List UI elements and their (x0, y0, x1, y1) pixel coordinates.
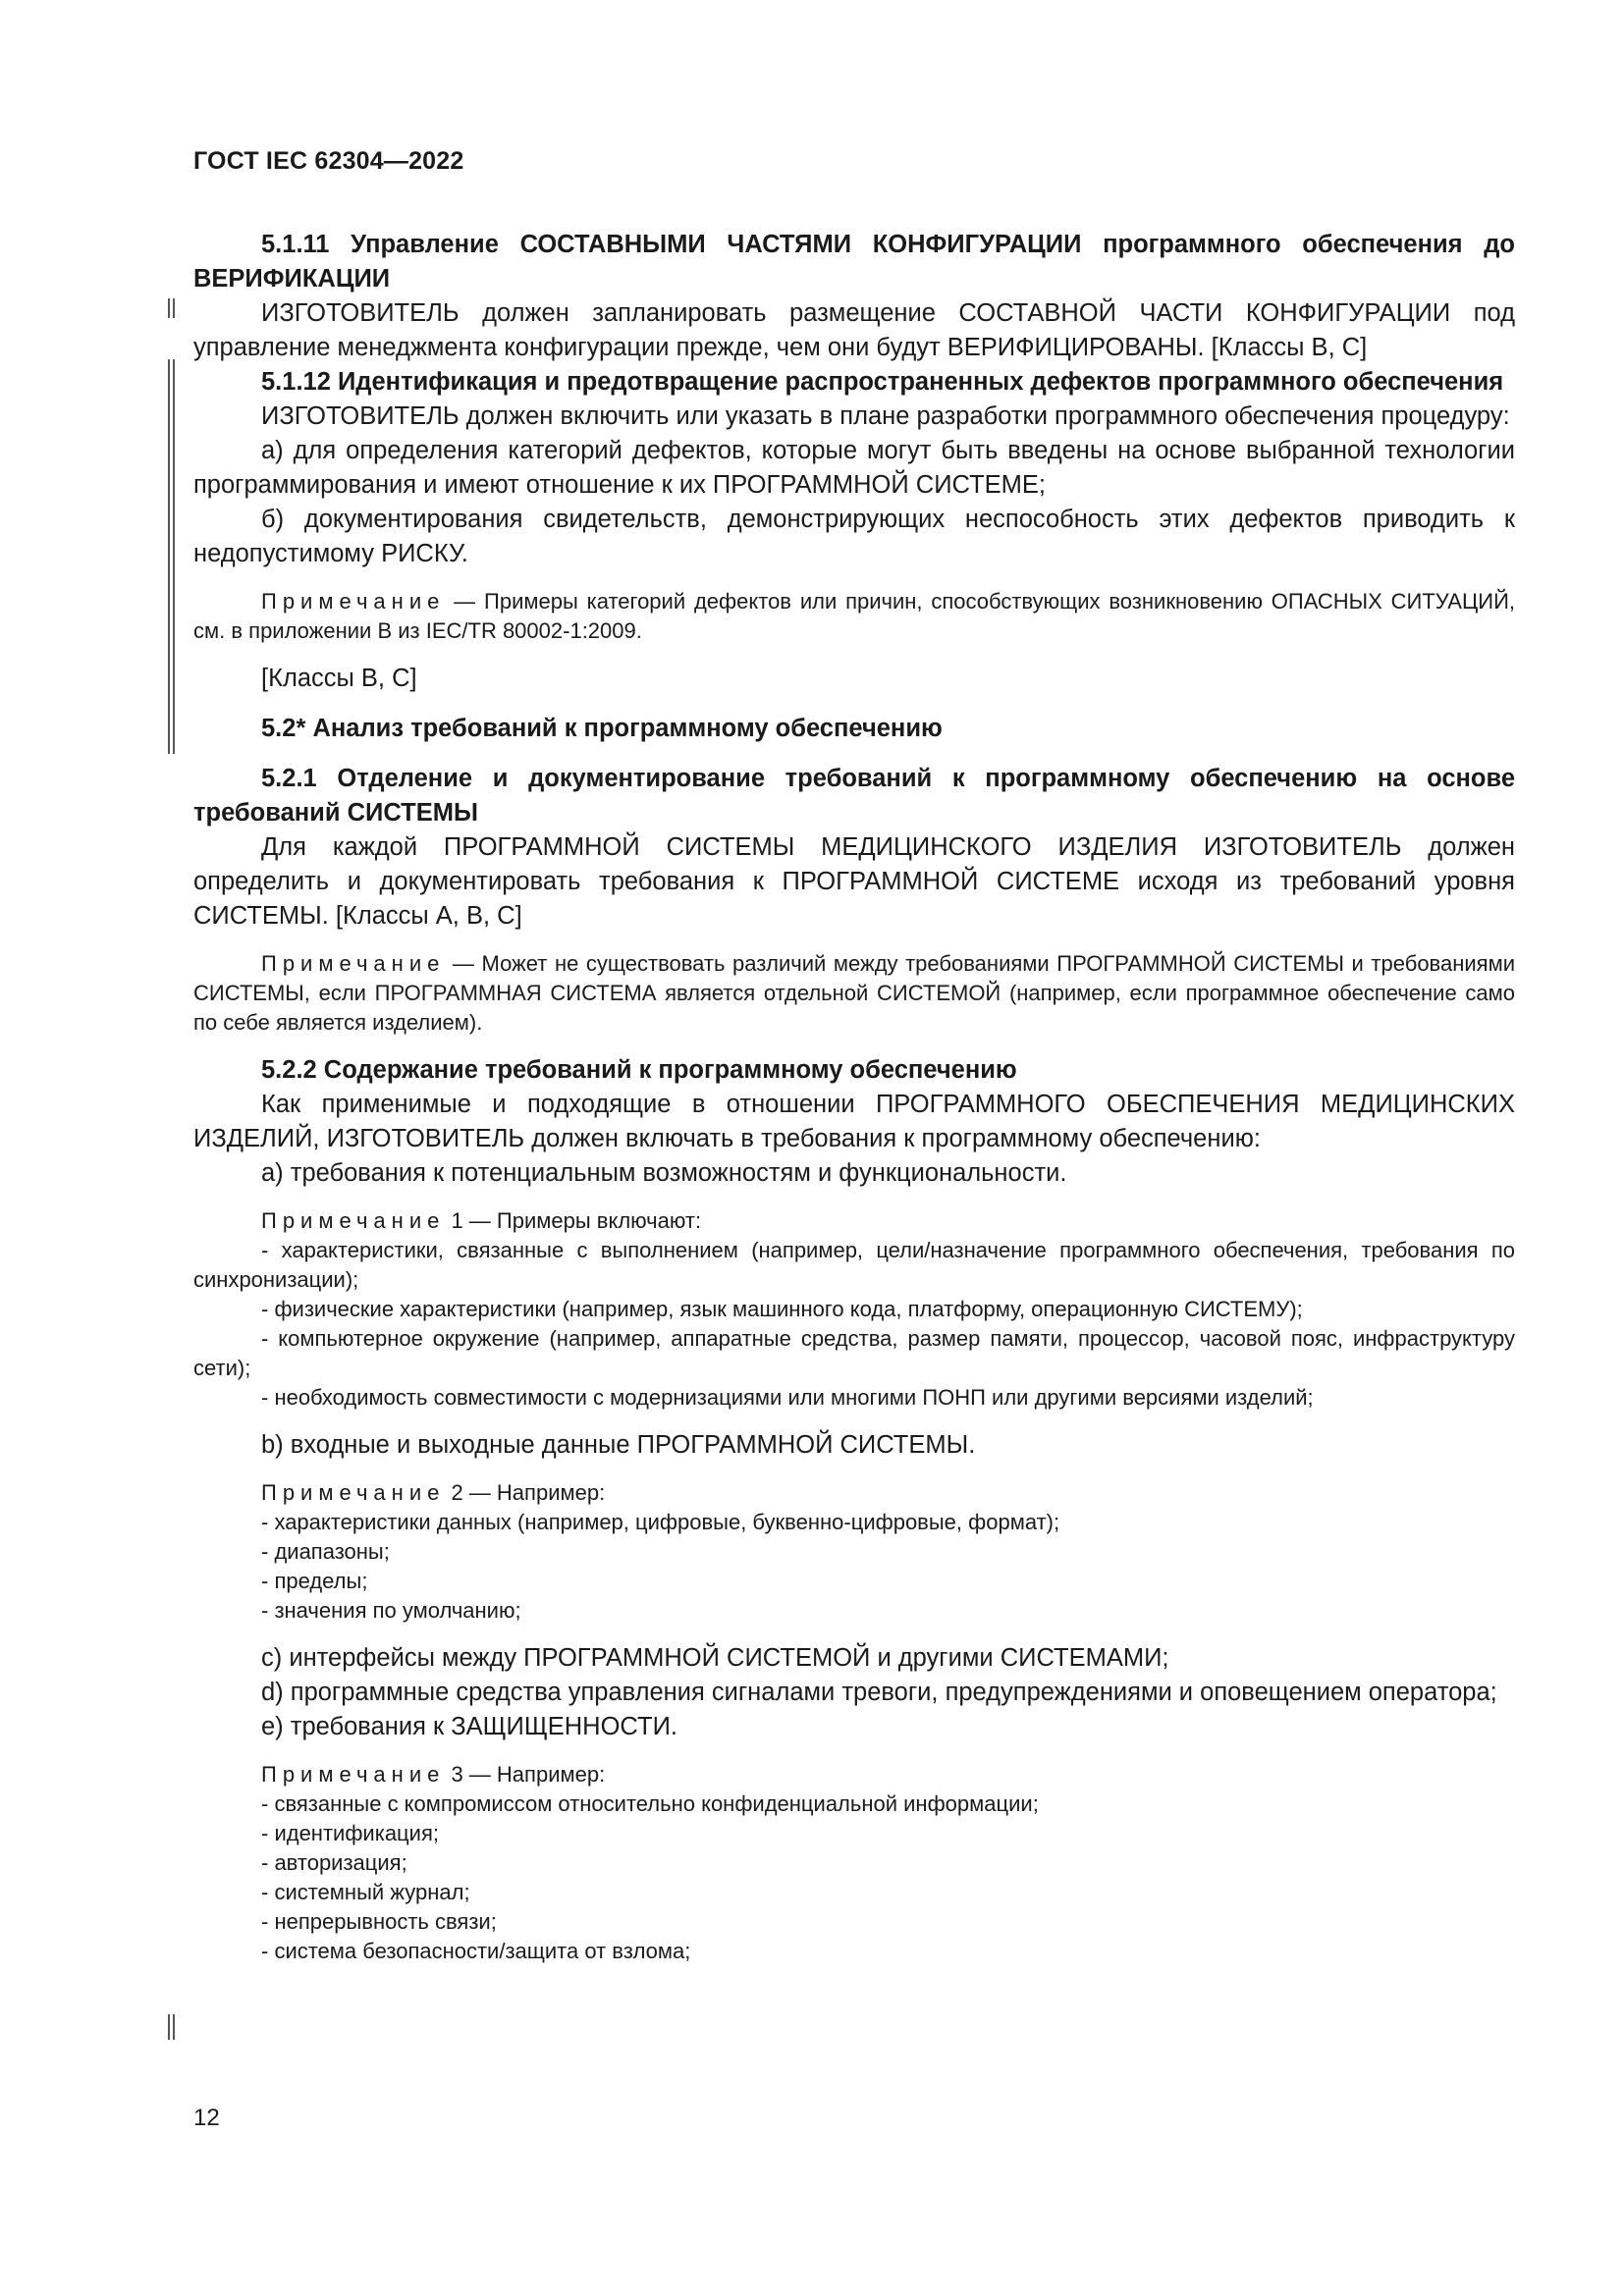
note-3-item: - системный журнал; (261, 1880, 470, 1904)
section-5-2-2-item-e: e) требования к ЗАЩИЩЕННОСТИ. (261, 1713, 677, 1740)
section-5-2-2-item-d: d) программные средства управления сигналами тревоги, предупреждениями и оповещением оператора; (261, 1679, 1497, 1706)
note-text: — Примеры категорий дефектов или причин, способствующих возникновению ОПАСНЫХ СИТУАЦИЙ, см. в приложении В из IEC/TR 80002-1:2009. (193, 589, 1515, 643)
change-bar (168, 359, 175, 754)
note-3-item: - авторизация; (261, 1850, 407, 1875)
section-5-2-2-text: Как применимые и подходящие в отношении ПРОГРАММНОГО ОБЕСПЕЧЕНИЯ МЕДИЦИНСКИХ ИЗДЕЛИЙ, ИЗГОТОВИТЕЛЬ должен включать в требования к программному обеспечению: (193, 1091, 1515, 1152)
section-5-1-12-item-a: а) для определения категорий дефектов, которые могут быть введены на основе выбранной технологии программирования и имеют отношение к их ПРОГРАММНОЙ СИСТЕМЕ; (193, 437, 1515, 499)
section-5-2-2-title: 5.2.2 Содержание требований к программному обеспечению (261, 1056, 1017, 1084)
note-2-head (193, 1478, 1515, 1508)
note-1-head (193, 1206, 1515, 1236)
section-5-2-2-item-c: c) интерфейсы между ПРОГРАММНОЙ СИСТЕМОЙ и другими СИСТЕМАМИ; (261, 1644, 1169, 1672)
section-5-1-12-item-b: б) документирования свидетельств, демонстрирующих неспособность этих дефектов приводить к недопустимому РИСКУ. (193, 506, 1515, 567)
page-number: 12 (193, 2105, 220, 2131)
note-1-item: - характеристики, связанные с выполнением (например, цели/назначение программного обеспечения, требования по синхронизации); (193, 1238, 1515, 1292)
note-2-item: - характеристики данных (например, цифровые, буквенно-цифровые, формат); (261, 1510, 1060, 1534)
change-bar (168, 298, 175, 318)
change-bar (168, 2014, 175, 2040)
note-1-item: - физические характеристики (например, язык машинного кода, платформу, операционную СИСТЕМУ); (261, 1297, 1303, 1321)
section-5-1-11-text: ИЗГОТОВИТЕЛЬ должен запланировать размещение СОСТАВНОЙ ЧАСТИ КОНФИГУРАЦИИ под управление менеджмента конфигурации прежде, чем они будут ВЕРИФИЦИРОВАНЫ. [Классы В, С] (193, 299, 1515, 361)
section-5-1-12-classes: [Классы В, С] (261, 665, 417, 692)
note-3-item: - идентификация; (261, 1821, 439, 1845)
section-5-1-11-title: 5.1.11 Управление СОСТАВНЫМИ ЧАСТЯМИ КОНФИГУРАЦИИ программного обеспечения до ВЕРИФИКАЦИИ (193, 231, 1515, 293)
section-5-2-2-item-a: a) требования к потенциальным возможностям и функциональности. (261, 1159, 1067, 1187)
section-5-2-title: 5.2* Анализ требований к программному обеспечению (261, 715, 943, 742)
note-2-item: - пределы; (261, 1569, 368, 1593)
note-2-item: - значения по умолчанию; (261, 1598, 521, 1623)
note-label: Примечание (261, 1208, 446, 1233)
note-label: Примечание (261, 951, 446, 976)
note-3-item: - система безопасности/защита от взлома; (261, 1939, 691, 1963)
section-5-2-2-item-b: b) входные и выходные данные ПРОГРАММНОЙ СИСТЕМЫ. (261, 1431, 976, 1459)
note-text: — Может не существовать различий между требованиями ПРОГРАММНОЙ СИСТЕМЫ и требованиями СИСТЕМЫ, если ПРОГРАММНАЯ СИСТЕМА является отдельной СИСТЕМОЙ (например, если программное обеспечение само по себе является изделием). (193, 951, 1515, 1035)
section-5-1-12-note (193, 587, 1515, 646)
note-head-text: 2 — Например: (445, 1480, 606, 1505)
note-3-item: - связанные с компромиссом относительно конфиденциальной информации; (261, 1791, 1039, 1816)
note-2-item: - диапазоны; (261, 1539, 390, 1564)
note-1-item: - компьютерное окружение (например, аппаратные средства, размер памяти, процессор, часовой пояс, инфраструктуру сети); (193, 1326, 1515, 1380)
document-body (193, 228, 1515, 1966)
note-1-item: - необходимость совместимости с модернизациями или многими ПОНП или другими версиями изделий; (261, 1385, 1314, 1410)
section-5-2-1-text: Для каждой ПРОГРАММНОЙ СИСТЕМЫ МЕДИЦИНСКОГО ИЗДЕЛИЯ ИЗГОТОВИТЕЛЬ должен определить и документировать требования к ПРОГРАММНОЙ СИСТЕМЕ исходя из требований уровня СИСТЕМЫ. [Классы А, В, С] (193, 833, 1515, 930)
note-label: Примечание (261, 1762, 446, 1787)
section-5-2-1-note (193, 949, 1515, 1038)
note-head-text: 1 — Примеры включают: (445, 1208, 702, 1233)
note-head-text: 3 — Например: (445, 1762, 606, 1787)
standard-header: ГОСТ IEC 62304—2022 (193, 147, 464, 175)
note-3-head (193, 1760, 1515, 1789)
section-5-2-1-title: 5.2.1 Отделение и документирование требований к программному обеспечению на основе требований СИСТЕМЫ (193, 765, 1515, 827)
section-5-1-12-title: 5.1.12 Идентификация и предотвращение распространенных дефектов программного обеспечения (261, 368, 1504, 396)
section-5-1-12-text: ИЗГОТОВИТЕЛЬ должен включить или указать в плане разработки программного обеспечения процедуру: (261, 402, 1510, 430)
note-3-item: - непрерывность связи; (261, 1909, 497, 1934)
note-label: Примечание (261, 1480, 446, 1505)
note-label: Примечание (261, 589, 446, 614)
